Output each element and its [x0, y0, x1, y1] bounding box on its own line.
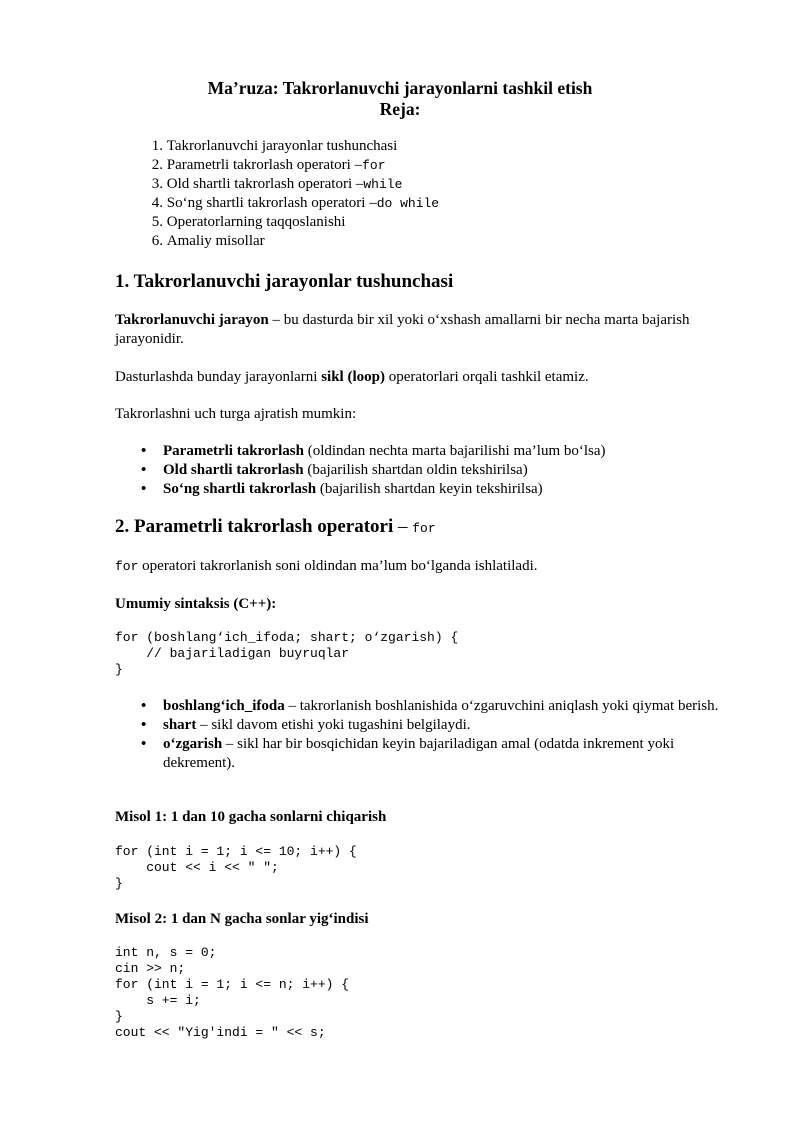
types-intro: Takrorlashni uch turga ajratish mumkin:: [115, 406, 357, 422]
section2-heading: 2. Parametrli takrorlash operatori – for: [115, 516, 436, 537]
plan-item: 6. Amaliy misollar: [151, 233, 265, 249]
plan-item: 2. Parametrli takrorlash operatori –for: [151, 157, 386, 173]
loop-paragraph: Dasturlashda bunday jarayonlarni sikl (loop) operatorlari orqali tashkil etamiz.: [115, 369, 589, 385]
plan-item: 4. So‘ng shartli takrorlash operatori –do while: [151, 195, 440, 211]
example2-code-block: int n, s = 0; cin >> n; for (int i = 1; i <= n; i++) { s += i; } cout << "Yig'indi = " << s;: [115, 945, 350, 1040]
list-item: • So‘ng shartli takrorlash (bajarilish shartdan keyin tekshirilsa): [141, 481, 543, 497]
syntax-code-block: for (boshlang‘ich_ifoda; shart; o‘zgarish) { // bajariladigan buyruqlar }: [115, 630, 459, 677]
example2-heading: Misol 2: 1 dan N gacha sonlar yig‘indisi: [115, 911, 369, 927]
list-item: • Old shartli takrorlash (bajarilish shartdan oldin tekshirilsa): [141, 462, 528, 478]
list-item: • Parametrli takrorlash (oldindan nechta marta bajarilishi ma’lum bo‘lsa): [141, 443, 606, 459]
plan-list: [115, 137, 439, 251]
plan-item: 3. Old shartli takrorlash operatori –while: [151, 176, 403, 192]
list-item: • o‘zgarish – sikl har bir bosqichidan keyin bajariladigan amal (odatda inkrement yoki dekrement).: [141, 736, 675, 771]
plan-item: 1. Takrorlanuvchi jarayonlar tushunchasi: [151, 138, 398, 154]
definition-paragraph: Takrorlanuvchi jarayon – bu dasturda bir xil yoki o‘xshash amallarni bir necha marta bajarish jarayonidir.: [115, 312, 690, 347]
loop-types-list: [115, 442, 725, 499]
plan-item: 5. Operatorlarning taqqoslanishi: [151, 214, 346, 230]
example1-heading: Misol 1: 1 dan 10 gacha sonlarni chiqarish: [115, 809, 387, 825]
page-title: Ma’ruza: Takrorlanuvchi jarayonlarni tashkil etish: [207, 78, 593, 98]
syntax-parts-list: [115, 697, 725, 773]
section1-heading: 1. Takrorlanuvchi jarayonlar tushunchasi: [115, 271, 454, 292]
example1-code-block: for (int i = 1; i <= 10; i++) { cout << i << " "; }: [115, 844, 357, 891]
definition-term: Takrorlanuvchi jarayon: [115, 312, 269, 328]
syntax-heading: Umumiy sintaksis (C++):: [115, 596, 277, 612]
plan-heading: Reja:: [379, 99, 421, 119]
list-item: • boshlang‘ich_ifoda – takrorlanish boshlanishida o‘zgaruvchini aniqlash yoki qiymat berish.: [141, 698, 719, 714]
list-item: • shart – sikl davom etishi yoki tugashini belgilaydi.: [141, 717, 471, 733]
for-intro-paragraph: for operatori takrorlanish soni oldindan ma’lum bo‘lganda ishlatiladi.: [115, 558, 538, 574]
